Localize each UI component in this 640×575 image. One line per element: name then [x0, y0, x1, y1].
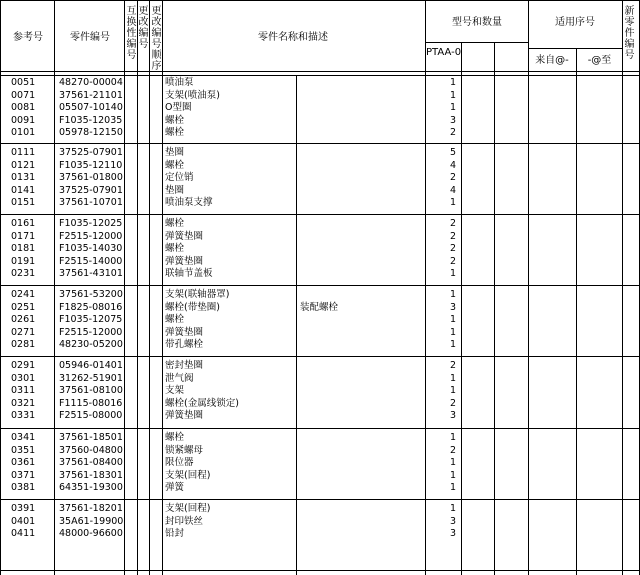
- quantity: 1: [449, 314, 456, 325]
- ref-number: 0351: [11, 444, 36, 456]
- part-name: 密封垫圈: [165, 360, 204, 371]
- header-name-desc: 零件名称和描述: [258, 32, 328, 43]
- grid-line-vertical: [528, 0, 529, 575]
- part-number: F1035-14030: [59, 243, 123, 254]
- ref-number: 0391: [11, 503, 36, 514]
- grid-line-vertical: [162, 0, 163, 575]
- quantity: 2: [449, 172, 456, 183]
- header-to: -@至: [587, 55, 612, 66]
- part-name: 联轴节盖板: [165, 268, 213, 279]
- part-name: 螺栓: [165, 127, 185, 138]
- part-name: 泄气阀: [165, 372, 194, 384]
- ref-number: 0291: [11, 360, 36, 371]
- part-number: F1035-12035: [59, 114, 123, 126]
- part-name: 支架(回程): [165, 469, 211, 481]
- part-number: F1035-12110: [59, 159, 123, 171]
- part-name: 螺栓: [165, 432, 185, 443]
- part-name: 螺栓: [165, 314, 185, 325]
- quantity: 1: [449, 469, 456, 481]
- quantity: 2: [449, 218, 456, 229]
- part-number: 37525-07901: [59, 147, 123, 158]
- part-number: 37561-43101: [59, 268, 123, 279]
- header-part-no: 零件编号: [70, 32, 110, 43]
- grid-line-horizontal: [0, 428, 640, 429]
- part-name: 铅封: [165, 528, 185, 539]
- quantity: 3: [449, 528, 456, 539]
- part-name: 弹簧垫圈: [165, 410, 204, 421]
- quantity: 1: [449, 385, 456, 396]
- grid-line-vertical: [54, 0, 55, 575]
- quantity: 2: [449, 255, 456, 267]
- part-name: 螺栓: [165, 114, 185, 126]
- quantity: 1: [449, 339, 456, 350]
- ref-number: 0271: [11, 326, 36, 338]
- ref-number: 0111: [11, 147, 36, 158]
- quantity: 1: [449, 268, 456, 279]
- header-new-part-no: 新零件编号: [624, 6, 635, 61]
- grid-line-horizontal: [0, 143, 640, 144]
- quantity: 4: [449, 184, 456, 196]
- quantity: 2: [449, 360, 456, 371]
- part-number: 37560-04800: [59, 444, 123, 456]
- part-number: 64351-19300: [59, 482, 123, 493]
- part-name: 垫圈: [165, 184, 185, 196]
- quantity: 2: [449, 397, 456, 409]
- part-number: 37561-10701: [59, 197, 123, 208]
- ref-number: 0251: [11, 301, 36, 313]
- grid-line-horizontal: [0, 570, 640, 571]
- part-number: 37561-53200: [59, 289, 123, 300]
- part-number: 05507-10140: [59, 102, 123, 113]
- quantity: 1: [449, 289, 456, 300]
- part-number: 05978-12150: [59, 127, 123, 138]
- grid-line-horizontal: [0, 0, 640, 1]
- part-name: 螺栓(金属线锁定): [165, 397, 239, 409]
- part-name: 弹簧垫圈: [165, 326, 204, 338]
- part-name: 锁紧螺母: [165, 444, 204, 456]
- grid-line-vertical: [494, 42, 495, 575]
- ref-number: 0091: [11, 114, 36, 126]
- quantity: 2: [449, 444, 456, 456]
- ref-number: 0321: [11, 397, 36, 409]
- ref-number: 0331: [11, 410, 36, 421]
- grid-line-vertical: [576, 48, 577, 575]
- ref-number: 0101: [11, 127, 36, 138]
- part-name: 封印铁丝: [165, 515, 204, 527]
- quantity: 1: [449, 503, 456, 514]
- ref-number: 0191: [11, 255, 36, 267]
- quantity: 1: [449, 89, 456, 101]
- part-name: 螺栓: [165, 159, 185, 171]
- ref-number: 0341: [11, 432, 36, 443]
- quantity: 2: [449, 243, 456, 254]
- grid-line-horizontal: [0, 356, 640, 357]
- header-change-seq: 更改编号顺序: [151, 6, 162, 72]
- part-name: 弹簧: [165, 482, 185, 493]
- part-number: 37561-08100: [59, 385, 123, 396]
- quantity: 2: [449, 127, 456, 138]
- quantity: 3: [449, 114, 456, 126]
- ref-number: 0361: [11, 457, 36, 468]
- grid-line-vertical: [137, 0, 138, 575]
- part-number: 37561-18301: [59, 469, 123, 481]
- part-number: 35A61-19900: [59, 515, 124, 527]
- grid-line-horizontal: [0, 285, 640, 286]
- part-number: 37561-18201: [59, 503, 123, 514]
- part-name: O型圈: [165, 102, 192, 113]
- part-number: F2515-08000: [59, 410, 123, 421]
- ref-number: 0231: [11, 268, 36, 279]
- part-name: 弹簧垫圈: [165, 230, 204, 242]
- quantity: 1: [449, 482, 456, 493]
- part-name: 定位销: [165, 172, 194, 183]
- part-name: 带孔螺栓: [165, 339, 204, 350]
- part-number: F1825-08016: [59, 301, 123, 313]
- quantity: 1: [449, 372, 456, 384]
- header-interchange: 互换性编号: [126, 6, 137, 61]
- quantity: 3: [449, 515, 456, 527]
- part-name: 螺栓: [165, 218, 185, 229]
- header-model-code: PTAA-0: [426, 47, 462, 58]
- grid-line-vertical: [622, 0, 623, 575]
- quantity: 2: [449, 230, 456, 242]
- grid-line-horizontal: [425, 42, 528, 43]
- ref-number: 0281: [11, 339, 36, 350]
- ref-number: 0171: [11, 230, 36, 242]
- grid-line-horizontal: [0, 71, 640, 72]
- part-name: 螺栓(带垫圈): [165, 301, 220, 313]
- ref-number: 0401: [11, 515, 36, 527]
- grid-line-vertical: [296, 75, 297, 575]
- header-model-qty: 型号和数量: [452, 17, 502, 28]
- grid-line-horizontal: [0, 499, 640, 500]
- part-number: 37561-21101: [59, 89, 123, 101]
- ref-number: 0381: [11, 482, 36, 493]
- ref-number: 0241: [11, 289, 36, 300]
- part-name: 喷油泵支撑: [165, 197, 213, 208]
- quantity: 1: [449, 197, 456, 208]
- ref-number: 0121: [11, 159, 36, 171]
- header-from: 来自@-: [535, 55, 569, 66]
- part-name: 螺栓: [165, 243, 185, 254]
- ref-number: 0081: [11, 102, 36, 113]
- header-ref-no: 参考号: [13, 32, 43, 43]
- ref-number: 0411: [11, 528, 36, 539]
- part-name: 限位器: [165, 457, 194, 468]
- part-name: 弹簧垫圈: [165, 255, 204, 267]
- part-number: F2515-12000: [59, 230, 123, 242]
- quantity: 3: [449, 410, 456, 421]
- part-name: 支架(回程): [165, 503, 211, 514]
- quantity: 5: [449, 147, 456, 158]
- quantity: 1: [449, 77, 456, 88]
- part-number: 37525-07901: [59, 184, 123, 196]
- part-number: 48000-96600: [59, 528, 123, 539]
- ref-number: 0261: [11, 314, 36, 325]
- part-number: 48270-00004: [59, 77, 123, 88]
- grid-line-vertical: [461, 42, 462, 575]
- grid-line-vertical: [0, 0, 1, 575]
- quantity: 1: [449, 457, 456, 468]
- part-name: 垫圈: [165, 147, 185, 158]
- header-change-no: 更改编号: [138, 6, 149, 50]
- ref-number: 0051: [11, 77, 36, 88]
- part-number: F1115-08016: [59, 397, 123, 409]
- header-applicable-seq: 适用序号: [555, 17, 595, 28]
- ref-number: 0141: [11, 184, 36, 196]
- ref-number: 0371: [11, 469, 36, 481]
- part-number: 37561-08400: [59, 457, 123, 468]
- grid-line-vertical: [124, 0, 125, 575]
- quantity: 1: [449, 102, 456, 113]
- part-number: F2515-12000: [59, 326, 123, 338]
- part-name: 支架: [165, 385, 185, 396]
- grid-line-horizontal: [528, 48, 622, 49]
- ref-number: 0071: [11, 89, 36, 101]
- part-number: F1035-12025: [59, 218, 123, 229]
- part-note: 装配螺栓: [300, 301, 339, 313]
- part-name: 支架(联轴器罩): [165, 289, 230, 300]
- grid-line-vertical: [425, 0, 426, 575]
- quantity: 4: [449, 159, 456, 171]
- quantity: 3: [449, 301, 456, 313]
- grid-line-horizontal: [0, 214, 640, 215]
- ref-number: 0161: [11, 218, 36, 229]
- ref-number: 0301: [11, 372, 36, 384]
- grid-line-horizontal: [0, 75, 640, 76]
- part-name: 喷油泵: [165, 77, 194, 88]
- ref-number: 0131: [11, 172, 36, 183]
- ref-number: 0311: [11, 385, 36, 396]
- part-number: F2515-14000: [59, 255, 123, 267]
- grid-line-vertical: [149, 0, 150, 575]
- part-number: 37561-01800: [59, 172, 123, 183]
- part-number: F1035-12075: [59, 314, 123, 325]
- quantity: 1: [449, 326, 456, 338]
- quantity: 1: [449, 432, 456, 443]
- part-number: 05946-01401: [59, 360, 123, 371]
- ref-number: 0151: [11, 197, 36, 208]
- ref-number: 0181: [11, 243, 36, 254]
- part-number: 31262-51901: [59, 372, 123, 384]
- part-number: 37561-18501: [59, 432, 123, 443]
- part-name: 支架(喷油泵): [165, 89, 220, 101]
- part-number: 48230-05200: [59, 339, 123, 350]
